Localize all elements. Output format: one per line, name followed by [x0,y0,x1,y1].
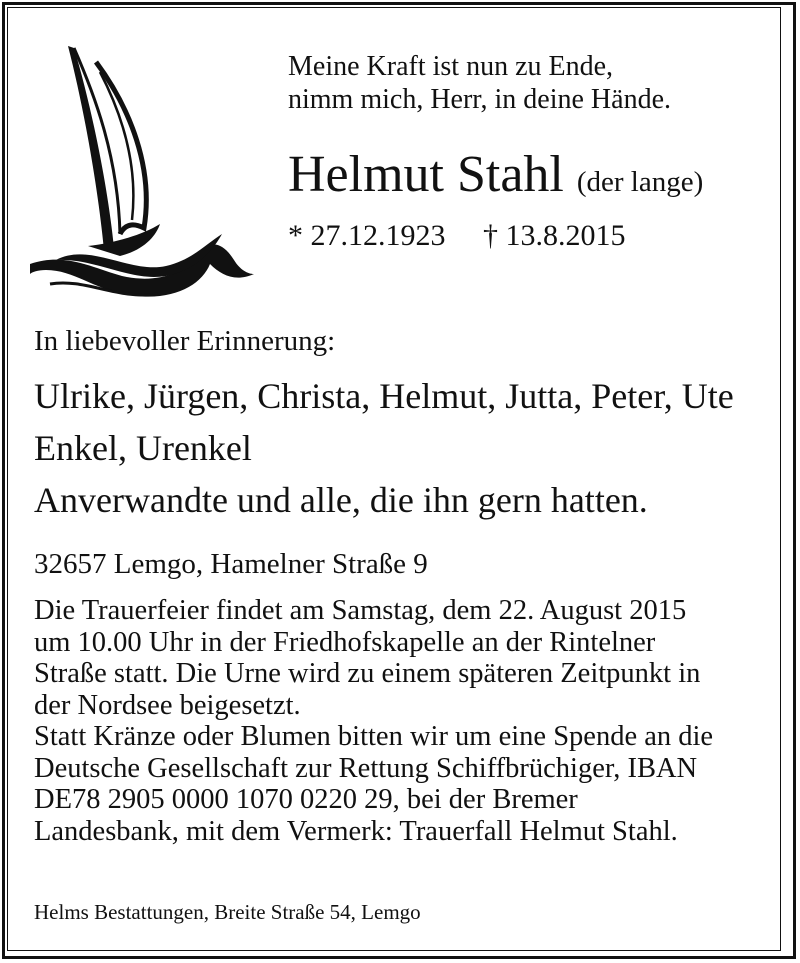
sailboat-emblem-icon [26,38,256,300]
deceased-name: Helmut Stahl [288,146,564,203]
ceremony-line: Statt Kränze oder Blumen bitten wir um eine Spende an die [34,721,714,752]
verse [288,50,671,116]
verse-line-1: Meine Kraft ist nun zu Ende, [288,51,614,82]
ceremony-line: um 10.00 Uhr in der Friedhofskapelle an der Rintelner [34,626,656,658]
family-address: 32657 Lemgo, Hamelner Straße 9 [34,548,428,580]
mourners-list [34,370,734,526]
ceremony-line: Straße statt. Die Urne wird zu einem späteren Zeitpunkt in [34,658,701,689]
ceremony-line: der Nordsee beigesetzt. [34,689,301,721]
mourners-line: Anverwandte und alle, die ihn gern hatten. [34,480,648,520]
ceremony-line: Landesbank, mit dem Vermerk: Trauerfall Helmut Stahl. [34,815,678,847]
ceremony-text [34,595,713,847]
death-date: † 13.8.2015 [483,219,626,252]
life-dates [288,218,626,254]
ceremony-line: DE78 2905 0000 1070 0220 29, bei der Bremer [34,784,578,815]
deceased-nickname: (der lange) [576,166,704,198]
mourners-line: Enkel, Urenkel [34,428,252,468]
birth-date: * 27.12.1923 [288,219,446,252]
ceremony-line: Deutsche Gesellschaft zur Rettung Schiffbrüchiger, IBAN [34,752,698,784]
verse-line-2: nimm mich, Herr, in deine Hände. [288,84,671,115]
remembrance-intro: In liebevoller Erinnerung: [34,325,336,357]
mourners-line: Ulrike, Jürgen, Christa, Helmut, Jutta, Peter, Ute [34,376,734,416]
undertaker-footer: Helms Bestattungen, Breite Straße 54, Lemgo [34,900,421,924]
deceased-name-heading [288,142,703,215]
ceremony-line: Die Trauerfeier findet am Samstag, dem 22. August 2015 [34,595,687,626]
